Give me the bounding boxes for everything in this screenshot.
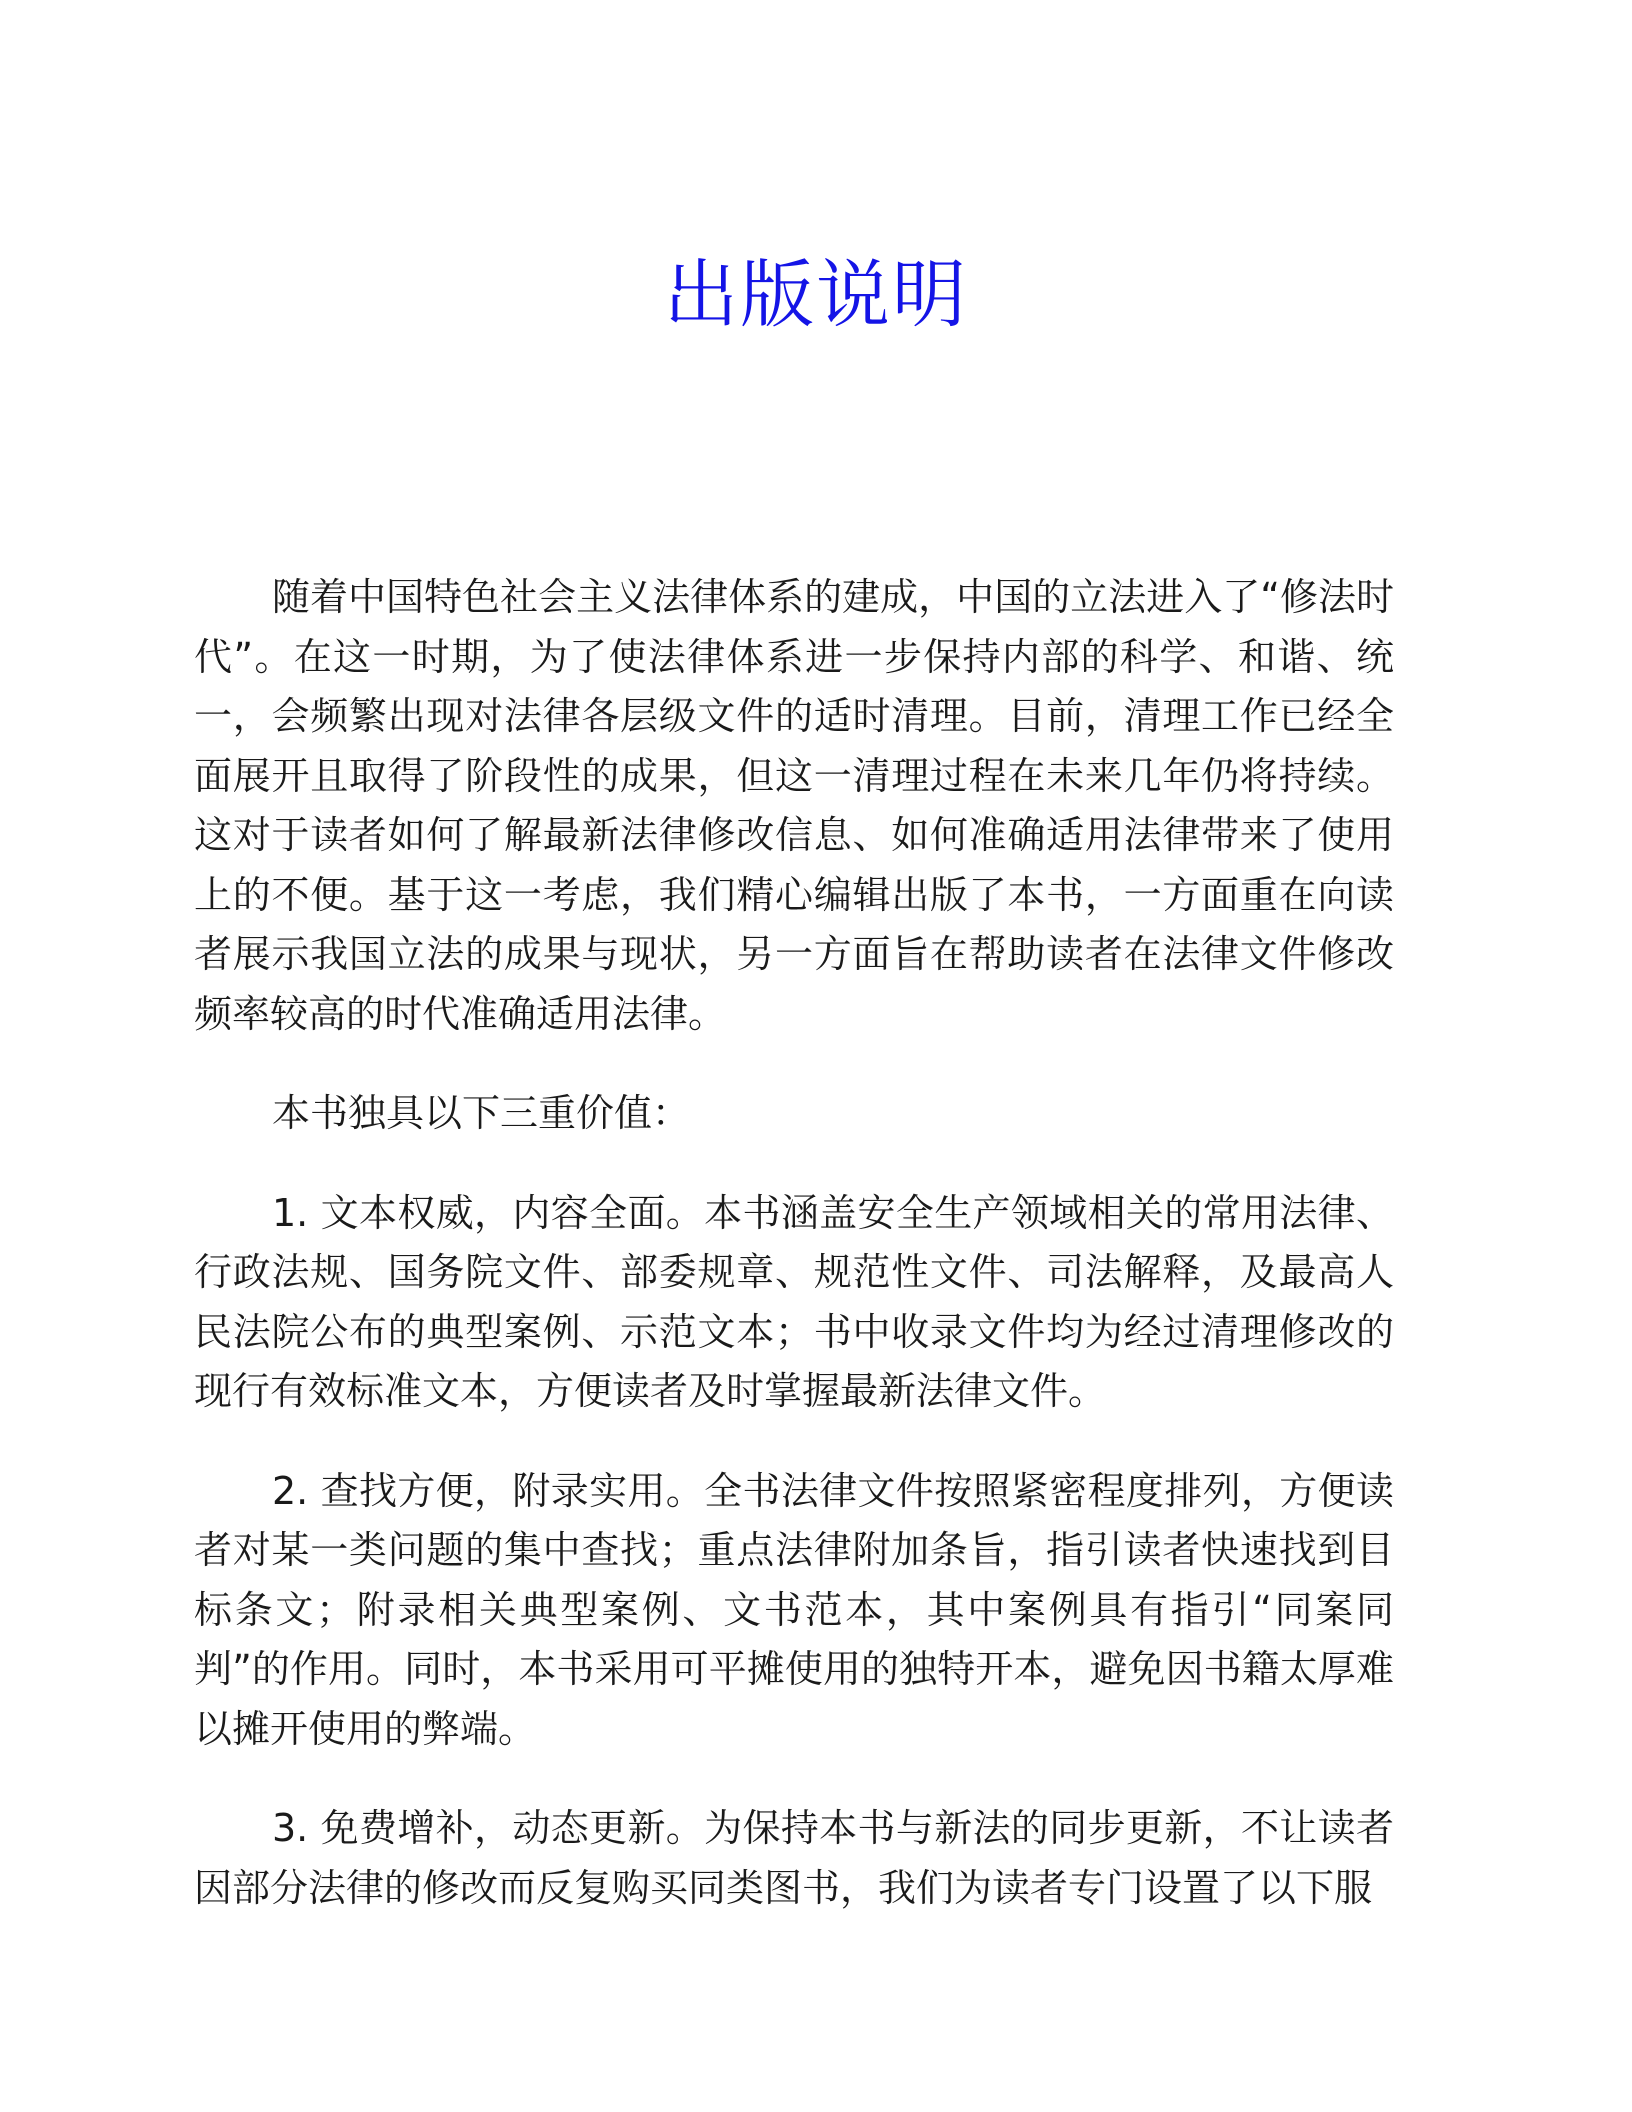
body-text <box>194 568 1394 1958</box>
paragraph-intro: 随着中国特色社会主义法律体系的建成，中国的立法进入了“修法时代”。在这一时期，为了使法律体系进一步保持内部的科学、和谐、统一，会频繁出现对法律各层级文件的适时清理。目前，清理工作已经全面展开且取得了阶段性的成果，但这一清理过程在未来几年仍将持续。这对于读者如何了解最新法律修改信息、如何准确适用法律带来了使用上的不便。基于这一考虑，我们精心编辑出版了本书，一方面重在向读者展示我国立法的成果与现状，另一方面旨在帮助读者在法律文件修改频率较高的时代准确适用法律。 <box>194 575 1394 1036</box>
page-title: 出版说明 <box>664 252 968 338</box>
paragraph-value-1: 1. 文本权威，内容全面。本书涵盖安全生产领域相关的常用法律、行政法规、国务院文件、部委规章、规范性文件、司法解释，及最高人民法院公布的典型案例、示范文本；书中收录文件均为经过清理修改的现行有效标准文本，方便读者及时掌握最新法律文件。 <box>194 1190 1394 1413</box>
paragraph-value-3: 3. 免费增补，动态更新。为保持本书与新法的同步更新，不让读者因部分法律的修改而反复购买同类图书，我们为读者专门设置了以下服 <box>194 1806 1394 1910</box>
paragraph-value-2: 2. 查找方便，附录实用。全书法律文件按照紧密程度排列，方便读者对某一类问题的集中查找；重点法律附加条旨，指引读者快速找到目标条文；附录相关典型案例、文书范本，其中案例具有指引“同案同判”的作用。同时，本书采用可平摊使用的独特开本，避免因书籍太厚难以摊开使用的弊端。 <box>194 1468 1394 1751</box>
paragraph-values-heading: 本书独具以下三重价值： <box>272 1091 691 1135</box>
